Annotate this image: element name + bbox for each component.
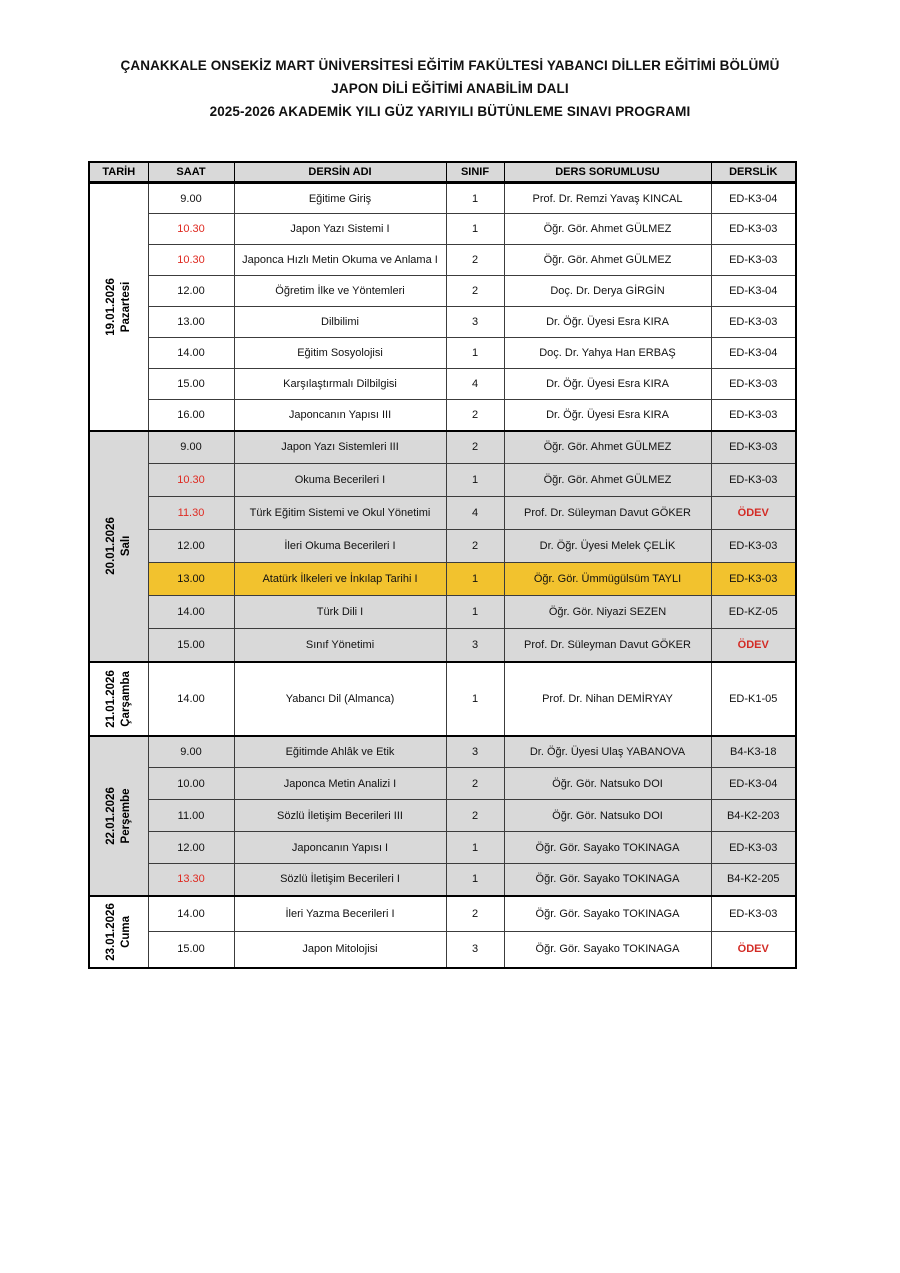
class-year-cell: 1 (446, 662, 504, 736)
schedule-row (89, 214, 796, 245)
course-name-cell: Sözlü İletişim Becerileri III (234, 800, 446, 832)
class-year-cell: 2 (446, 276, 504, 307)
instructor-name-cell: Dr. Öğr. Üyesi Esra KIRA (504, 307, 711, 338)
exam-time-cell: 13.00 (148, 563, 234, 596)
instructor-name-cell: Prof. Dr. Süleyman Davut GÖKER (504, 629, 711, 662)
course-name-cell: Japoncanın Yapısı III (234, 400, 446, 431)
course-name-cell: Japonca Hızlı Metin Okuma ve Anlama I (234, 245, 446, 276)
course-name-cell: Sınıf Yönetimi (234, 629, 446, 662)
schedule-row (89, 932, 796, 968)
course-name-cell: Öğretim İlke ve Yöntemleri (234, 276, 446, 307)
schedule-row (89, 400, 796, 431)
column-header-grade: SINIF (446, 162, 504, 183)
class-year-cell: 3 (446, 307, 504, 338)
class-year-cell: 1 (446, 864, 504, 896)
room-code-cell: ÖDEV (711, 932, 796, 968)
instructor-name-cell: Dr. Öğr. Üyesi Esra KIRA (504, 369, 711, 400)
schedule-row (89, 768, 796, 800)
exam-time-cell: 15.00 (148, 369, 234, 400)
class-year-cell: 1 (446, 596, 504, 629)
instructor-name-cell: Öğr. Gör. Niyazi SEZEN (504, 596, 711, 629)
room-code-cell: ED-K3-03 (711, 464, 796, 497)
instructor-name-cell: Doç. Dr. Derya GİRGİN (504, 276, 711, 307)
class-year-cell: 1 (446, 338, 504, 369)
class-year-cell: 2 (446, 800, 504, 832)
class-year-cell: 3 (446, 629, 504, 662)
schedule-row (89, 530, 796, 563)
exam-time-cell: 9.00 (148, 736, 234, 768)
class-year-cell: 3 (446, 932, 504, 968)
course-name-cell: Dilbilimi (234, 307, 446, 338)
exam-time-cell: 9.00 (148, 431, 234, 464)
class-year-cell: 1 (446, 832, 504, 864)
course-name-cell: Eğitim Sosyolojisi (234, 338, 446, 369)
class-year-cell: 2 (446, 896, 504, 932)
class-year-cell: 4 (446, 497, 504, 530)
course-name-cell: Japoncanın Yapısı I (234, 832, 446, 864)
exam-time-cell: 11.00 (148, 800, 234, 832)
class-year-cell: 3 (446, 736, 504, 768)
course-name-cell: Sözlü İletişim Becerileri I (234, 864, 446, 896)
course-name-cell: Japonca Metin Analizi I (234, 768, 446, 800)
schedule-row (89, 497, 796, 530)
date-cell (89, 183, 148, 431)
exam-time-cell: 16.00 (148, 400, 234, 431)
column-header-date: TARİH (89, 162, 148, 183)
schedule-row (89, 800, 796, 832)
instructor-name-cell: Öğr. Gör. Sayako TOKINAGA (504, 896, 711, 932)
course-name-cell: Türk Eğitim Sistemi ve Okul Yönetimi (234, 497, 446, 530)
room-code-cell: B4-K2-205 (711, 864, 796, 896)
instructor-name-cell: Öğr. Gör. Natsuko DOI (504, 768, 711, 800)
class-year-cell: 2 (446, 400, 504, 431)
room-code-cell: ED-K3-03 (711, 214, 796, 245)
column-header-time: SAAT (148, 162, 234, 183)
date-label: 21.01.2026 (104, 669, 117, 728)
course-name-cell: Eğitimde Ahlâk ve Etik (234, 736, 446, 768)
schedule-row (89, 464, 796, 497)
instructor-name-cell: Dr. Öğr. Üyesi Melek ÇELİK (504, 530, 711, 563)
instructor-name-cell: Öğr. Gör. Ahmet GÜLMEZ (504, 431, 711, 464)
exam-time-cell: 10.00 (148, 768, 234, 800)
course-name-cell: Atatürk İlkeleri ve İnkılap Tarihi I (234, 563, 446, 596)
column-header-course: DERSİN ADI (234, 162, 446, 183)
schedule-row (89, 431, 796, 464)
date-cell (89, 431, 148, 662)
instructor-name-cell: Dr. Öğr. Üyesi Esra KIRA (504, 400, 711, 431)
date-cell (89, 662, 148, 736)
table-header-row (89, 162, 796, 183)
room-code-cell: ÖDEV (711, 629, 796, 662)
schedule-row (89, 629, 796, 662)
instructor-name-cell: Öğr. Gör. Natsuko DOI (504, 800, 711, 832)
room-code-cell: ED-K3-03 (711, 369, 796, 400)
course-name-cell: Eğitime Giriş (234, 183, 446, 214)
schedule-row (89, 832, 796, 864)
class-year-cell: 2 (446, 431, 504, 464)
room-code-cell: ED-K3-04 (711, 768, 796, 800)
class-year-cell: 2 (446, 245, 504, 276)
instructor-name-cell: Öğr. Gör. Sayako TOKINAGA (504, 864, 711, 896)
class-year-cell: 2 (446, 768, 504, 800)
date-label: 22.01.2026 (104, 786, 117, 845)
room-code-cell: ED-K3-03 (711, 563, 796, 596)
course-name-cell: Okuma Becerileri I (234, 464, 446, 497)
instructor-name-cell: Prof. Dr. Remzi Yavaş KINCAL (504, 183, 711, 214)
exam-time-cell: 14.00 (148, 662, 234, 736)
instructor-name-cell: Öğr. Gör. Ümmügülsüm TAYLI (504, 563, 711, 596)
class-year-cell: 1 (446, 563, 504, 596)
course-name-cell: İleri Okuma Becerileri I (234, 530, 446, 563)
day-name-label: Perşembe (119, 788, 132, 843)
class-year-cell: 2 (446, 530, 504, 563)
exam-time-cell: 14.00 (148, 896, 234, 932)
room-code-cell: ED-K3-03 (711, 400, 796, 431)
instructor-name-cell: Prof. Dr. Nihan DEMİRYAY (504, 662, 711, 736)
schedule-row (89, 662, 796, 736)
course-name-cell: Yabancı Dil (Almanca) (234, 662, 446, 736)
exam-time-cell: 11.30 (148, 497, 234, 530)
instructor-name-cell: Öğr. Gör. Ahmet GÜLMEZ (504, 464, 711, 497)
instructor-name-cell: Prof. Dr. Süleyman Davut GÖKER (504, 497, 711, 530)
room-code-cell: ED-K3-03 (711, 530, 796, 563)
room-code-cell: ED-K3-04 (711, 183, 796, 214)
class-year-cell: 1 (446, 183, 504, 214)
exam-schedule-table (88, 161, 797, 969)
date-cell (89, 736, 148, 896)
day-name-label: Cuma (119, 915, 132, 948)
course-name-cell: Türk Dili I (234, 596, 446, 629)
exam-time-cell: 15.00 (148, 629, 234, 662)
schedule-row (89, 563, 796, 596)
room-code-cell: ED-K1-05 (711, 662, 796, 736)
course-name-cell: Karşılaştırmalı Dilbilgisi (234, 369, 446, 400)
date-label: 20.01.2026 (104, 517, 117, 575)
exam-time-cell: 10.30 (148, 245, 234, 276)
exam-time-cell: 13.00 (148, 307, 234, 338)
exam-time-cell: 10.30 (148, 214, 234, 245)
schedule-row (89, 596, 796, 629)
instructor-name-cell: Öğr. Gör. Ahmet GÜLMEZ (504, 214, 711, 245)
room-code-cell: ED-K3-03 (711, 245, 796, 276)
title-line-program: 2025-2026 AKADEMİK YILI GÜZ YARIYILI BÜTÜNLEME SINAVI PROGRAMI (209, 104, 691, 119)
date-cell (89, 896, 148, 968)
instructor-name-cell: Öğr. Gör. Sayako TOKINAGA (504, 932, 711, 968)
exam-time-cell: 13.30 (148, 864, 234, 896)
title-line-university: ÇANAKKALE ONSEKİZ MART ÜNİVERSİTESİ EĞİTİM FAKÜLTESİ YABANCI DİLLER EĞİTİMİ BÖLÜMÜ (120, 58, 780, 73)
day-name-label: Çarşamba (119, 670, 132, 727)
date-label: 19.01.2026 (104, 277, 117, 336)
course-name-cell: Japon Yazı Sistemleri III (234, 431, 446, 464)
room-code-cell: ED-K3-03 (711, 431, 796, 464)
room-code-cell: B4-K2-203 (711, 800, 796, 832)
room-code-cell: ED-K3-04 (711, 276, 796, 307)
instructor-name-cell: Öğr. Gör. Sayako TOKINAGA (504, 832, 711, 864)
class-year-cell: 1 (446, 214, 504, 245)
date-label: 23.01.2026 (104, 902, 117, 961)
schedule-row (89, 736, 796, 768)
document-title (0, 0, 900, 123)
column-header-room: DERSLİK (711, 162, 796, 183)
exam-time-cell: 15.00 (148, 932, 234, 968)
schedule-row (89, 245, 796, 276)
instructor-name-cell: Dr. Öğr. Üyesi Ulaş YABANOVA (504, 736, 711, 768)
room-code-cell: ED-K3-04 (711, 338, 796, 369)
schedule-row (89, 307, 796, 338)
exam-time-cell: 12.00 (148, 530, 234, 563)
title-line-department: JAPON DİLİ EĞİTİMİ ANABİLİM DALI (331, 81, 569, 96)
exam-time-cell: 10.30 (148, 464, 234, 497)
room-code-cell: ED-KZ-05 (711, 596, 796, 629)
schedule-row (89, 369, 796, 400)
course-name-cell: Japon Mitolojisi (234, 932, 446, 968)
room-code-cell: ED-K3-03 (711, 307, 796, 338)
schedule-row (89, 896, 796, 932)
course-name-cell: İleri Yazma Becerileri I (234, 896, 446, 932)
room-code-cell: B4-K3-18 (711, 736, 796, 768)
exam-time-cell: 12.00 (148, 832, 234, 864)
exam-time-cell: 9.00 (148, 183, 234, 214)
instructor-name-cell: Öğr. Gör. Ahmet GÜLMEZ (504, 245, 711, 276)
class-year-cell: 1 (446, 464, 504, 497)
exam-time-cell: 12.00 (148, 276, 234, 307)
room-code-cell: ED-K3-03 (711, 832, 796, 864)
schedule-row (89, 276, 796, 307)
schedule-row (89, 183, 796, 214)
schedule-row (89, 864, 796, 896)
day-name-label: Salı (119, 535, 132, 557)
exam-time-cell: 14.00 (148, 596, 234, 629)
instructor-name-cell: Doç. Dr. Yahya Han ERBAŞ (504, 338, 711, 369)
schedule-row (89, 338, 796, 369)
room-code-cell: ED-K3-03 (711, 896, 796, 932)
day-name-label: Pazartesi (119, 281, 132, 333)
room-code-cell: ÖDEV (711, 497, 796, 530)
course-name-cell: Japon Yazı Sistemi I (234, 214, 446, 245)
class-year-cell: 4 (446, 369, 504, 400)
column-header-instructor: DERS SORUMLUSU (504, 162, 711, 183)
exam-time-cell: 14.00 (148, 338, 234, 369)
